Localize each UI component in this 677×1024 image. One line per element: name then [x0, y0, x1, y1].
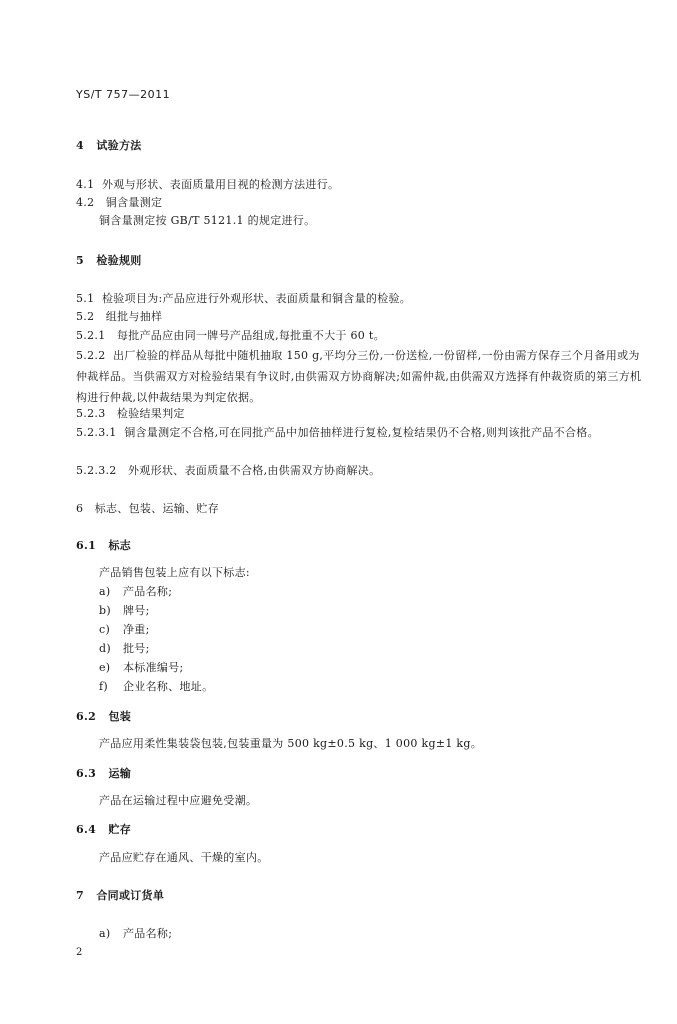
clause-text: 外观与形状、表面质量用目视的检测方法进行。: [102, 178, 340, 191]
list-item: [99, 661, 184, 675]
clause-text: 外观形状、表面质量不合格,由供需双方协商解决。: [127, 464, 381, 477]
clause-title: 检验结果判定: [116, 407, 185, 420]
clause-6-2-heading: [76, 710, 131, 724]
clause-title: 铜含量测定: [105, 196, 163, 209]
list-mark: e): [99, 661, 111, 674]
clause-number: 5.2.3.1: [76, 426, 117, 439]
clause-6-2-text: 产品应用柔性集装袋包装,包装重量为 500 kg±0.5 kg、1 000 kg±1 kg。: [99, 737, 483, 750]
list-mark: a): [99, 927, 111, 940]
clause-6-3-heading: [76, 767, 131, 781]
clause-number: 5.2.2: [76, 349, 106, 362]
clause-5-2-1: [76, 329, 385, 343]
clause-6-4-text: 产品应贮存在通风、干燥的室内。: [99, 851, 269, 864]
clause-5-2-3-heading: [76, 407, 185, 421]
clause-text: 每批产品应由同一牌号产品组成,每批重不大于 60 t。: [116, 329, 385, 342]
clause-text: 铜含量测定不合格,可在同批产品中加倍抽样进行复检,复检结果仍不合格,则判该批产品不合格。: [124, 426, 599, 439]
clause-6-3-text: 产品在运输过程中应避免受潮。: [99, 794, 258, 807]
clause-title: 包装: [108, 710, 132, 723]
section-4-heading: [76, 139, 142, 153]
clause-number: 6.2: [76, 710, 97, 723]
list-text: 产品名称;: [123, 585, 173, 598]
clause-5-1: [76, 292, 411, 306]
section-number: 7: [76, 889, 84, 902]
section-title: 标志、包装、运输、贮存: [94, 502, 220, 515]
clause-6-4-heading: [76, 823, 131, 837]
clause-number: 6.4: [76, 823, 97, 836]
section-number: 6: [76, 502, 84, 515]
list-item: [99, 642, 150, 656]
clause-number: 5.2: [76, 310, 95, 323]
clause-4-2-heading: [76, 196, 162, 210]
list-text: 企业名称、地址。: [123, 680, 214, 693]
list-item: [99, 927, 172, 941]
clause-number: 4.2: [76, 196, 95, 209]
standard-header: YS/T 757—2011: [76, 88, 171, 101]
page-number: 2: [76, 947, 83, 958]
section-7-heading: [76, 889, 164, 903]
clause-number: 4.1: [76, 178, 95, 191]
clause-text: 检验项目为:产品应进行外观形状、表面质量和铜含量的检验。: [102, 292, 412, 305]
list-item: [99, 623, 150, 637]
clause-text: 出厂检验的样品从每批中随机抽取 150 g,平均分三份,一份送检,一份留样,一份由需方保存三个月备用或为仲裁样品。当供需双方对检验结果有争议时,由供需双方协商解决;如需仲裁,由供需双方选择有仲裁资质的第三方机构进行仲裁,以仲裁结果为判定依据。: [76, 349, 642, 404]
list-mark: c): [99, 623, 111, 636]
list-mark: d): [99, 642, 111, 655]
list-mark: a): [99, 585, 111, 598]
list-mark: b): [99, 604, 111, 617]
section-6-heading: [76, 502, 219, 516]
clause-number: 6.1: [76, 539, 97, 552]
list-item: [99, 680, 213, 694]
clause-number: 5.2.3: [76, 407, 106, 420]
section-title: 合同或订货单: [96, 889, 165, 902]
list-text: 本标准编号;: [123, 661, 184, 674]
clause-6-1-intro: 产品销售包装上应有以下标志:: [99, 566, 250, 579]
section-number: 4: [76, 139, 84, 152]
list-mark: f): [99, 680, 108, 693]
list-text: 牌号;: [123, 604, 150, 617]
section-number: 5: [76, 254, 84, 267]
clause-number: 5.1: [76, 292, 95, 305]
clause-title: 标志: [108, 539, 132, 552]
clause-6-1-heading: [76, 539, 131, 553]
section-title: 检验规则: [96, 254, 142, 267]
list-text: 净重;: [123, 623, 150, 636]
clause-4-1: [76, 178, 339, 192]
clause-4-2-text: 铜含量测定按 GB/T 5121.1 的规定进行。: [99, 214, 316, 227]
clause-5-2-heading: [76, 310, 162, 324]
clause-title: 组批与抽样: [105, 310, 163, 323]
list-text: 批号;: [123, 642, 150, 655]
clause-5-2-3-2: [76, 464, 380, 478]
clause-title: 贮存: [108, 823, 132, 836]
clause-title: 运输: [108, 767, 132, 780]
clause-number: 6.3: [76, 767, 97, 780]
list-item: [99, 585, 172, 599]
list-text: 产品名称;: [123, 927, 173, 940]
clause-number: 5.2.1: [76, 329, 106, 342]
section-title: 试验方法: [96, 139, 142, 152]
clause-5-2-2: [76, 345, 642, 408]
section-5-heading: [76, 254, 142, 268]
clause-5-2-3-1: [76, 422, 642, 443]
clause-number: 5.2.3.2: [76, 464, 117, 477]
list-item: [99, 604, 150, 618]
